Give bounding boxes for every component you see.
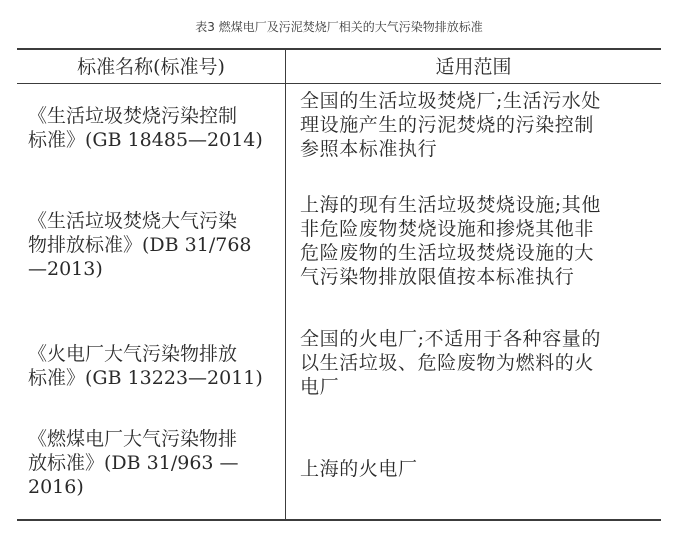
row-4-name-line-1: 《燃煤电厂大气污染物排: [28, 428, 238, 450]
row-4-scope: [300, 457, 652, 481]
row-3-name-line-2: 标准》(GB 13223—2011): [28, 367, 263, 389]
row-4-standard-name: [28, 427, 278, 499]
row-3-scope: [300, 327, 652, 399]
row-3-scope-line-1: 全国的火电厂;不适用于各种容量的: [300, 328, 602, 350]
row-1-name-line-1: 《生活垃圾焚烧污染控制: [28, 105, 238, 127]
row-2-name-line-3: —2013): [28, 258, 103, 280]
row-4-name-line-3: 2016): [28, 476, 84, 498]
row-1-scope-line-2: 理设施产生的污泥焚烧的污染控制: [300, 114, 595, 136]
column-divider: [285, 50, 286, 519]
row-1-standard-name: [28, 104, 278, 152]
row-1-scope-line-3: 参照本标准执行: [300, 138, 438, 160]
table-header-rule: [17, 83, 661, 84]
row-2-scope-line-4: 气污染物排放限值按本标准执行: [300, 266, 575, 288]
table-top-rule: [17, 48, 661, 50]
row-4-name-line-2: 放标准》(DB 31/963 —: [28, 452, 239, 474]
row-3-scope-line-2: 以生活垃圾、危险废物为燃料的火: [300, 352, 595, 374]
header-scope: 适用范围: [435, 56, 512, 78]
row-1-scope-line-1: 全国的生活垃圾焚烧厂;生活污水处: [300, 90, 602, 112]
table-bottom-rule: [17, 519, 661, 521]
row-2-scope-line-1: 上海的现有生活垃圾焚烧设施;其他: [300, 194, 602, 216]
row-4-scope-line-1: 上海的火电厂: [300, 458, 418, 480]
row-1-scope: [300, 89, 652, 161]
row-3-name-line-1: 《火电厂大气污染物排放: [28, 343, 238, 365]
row-2-scope: [300, 193, 652, 289]
row-2-scope-line-2: 非危险废物焚烧设施和掺烧其他非: [300, 218, 595, 240]
row-2-name-line-1: 《生活垃圾焚烧大气污染: [28, 210, 238, 232]
row-3-scope-line-3: 电厂: [300, 376, 340, 398]
row-3-standard-name: [28, 342, 278, 390]
header-standard-name: 标准名称(标准号): [77, 56, 225, 78]
row-2-name-line-2: 物排放标准》(DB 31/768: [28, 234, 252, 256]
row-1-name-line-2: 标准》(GB 18485—2014): [28, 129, 263, 151]
table-caption: 表3 燃煤电厂及污泥焚烧厂相关的大气污染物排放标准: [195, 20, 483, 34]
row-2-standard-name: [28, 209, 278, 281]
row-2-scope-line-3: 危险废物的生活垃圾焚烧设施的大: [300, 242, 595, 264]
